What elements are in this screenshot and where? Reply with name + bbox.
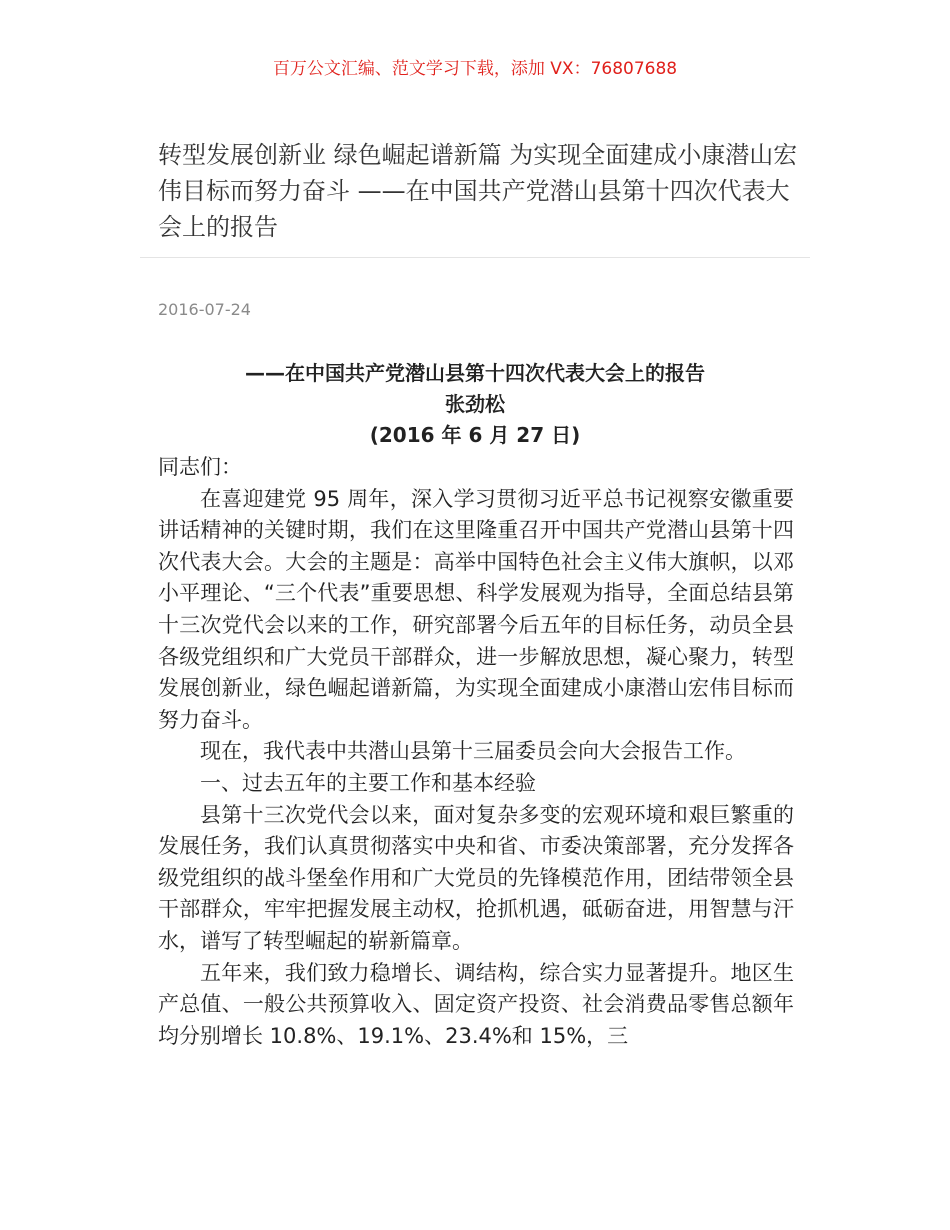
paragraph: 现在，我代表中共潜山县第十三届委员会向大会报告工作。 [200, 739, 746, 764]
report-heading [158, 358, 792, 451]
report-date: (2016 年 6 月 27 日) [369, 423, 581, 447]
salutation: 同志们： [158, 455, 242, 479]
report-subtitle: ——在中国共产党潜山县第十四次代表大会上的报告 [245, 361, 705, 385]
article-title: 转型发展创新业 绿色崛起谱新篇 为实现全面建成小康潜山宏伟目标而努力奋斗 ——在中国共产党潜山县第十四次代表大会上的报告 [158, 141, 798, 241]
article-body [158, 452, 794, 1052]
paragraph: 五年来，我们致力稳增长、调结构，综合实力显著提升。地区生产总值、一般公共预算收入、固定资产投资、社会消费品零售总额年均分别增长 10.8%、19.1%、23.4%和 15%，三 [158, 960, 794, 1048]
watermark-banner: 百万公文汇编、范文学习下载，添加 VX：76807688 [272, 59, 678, 79]
paragraph: 在喜迎建党 95 周年，深入学习贯彻习近平总书记视察安徽重要讲话精神的关键时期，我们在这里隆重召开中国共产党潜山县第十四次代表大会。大会的主题是：高举中国特色社会主义伟大旗帜，以邓小平理论、“三个代表”重要思想、科学发展观为指导，全面总结县第十三次党代会以来的工作，研究部署今后五年的目标任务，动员全县各级党组织和广大党员干部群众，进一步解放思想，凝心聚力，转型发展创新业，绿色崛起谱新篇，为实现全面建成小康潜山宏伟目标而努力奋斗。 [158, 486, 794, 732]
section-heading: 一、过去五年的主要工作和基本经验 [200, 770, 536, 795]
report-author: 张劲松 [445, 392, 505, 416]
title-divider [140, 257, 810, 258]
publish-date: 2016-07-24 [158, 300, 251, 319]
paragraph: 县第十三次党代会以来，面对复杂多变的宏观环境和艰巨繁重的发展任务，我们认真贯彻落实中央和省、市委决策部署，充分发挥各级党组织的战斗堡垒作用和广大党员的先锋模范作用，团结带领全县干部群众，牢牢把握发展主动权，抢抓机遇，砥砺奋进，用智慧与汗水，谱写了转型崛起的崭新篇章。 [158, 802, 794, 953]
